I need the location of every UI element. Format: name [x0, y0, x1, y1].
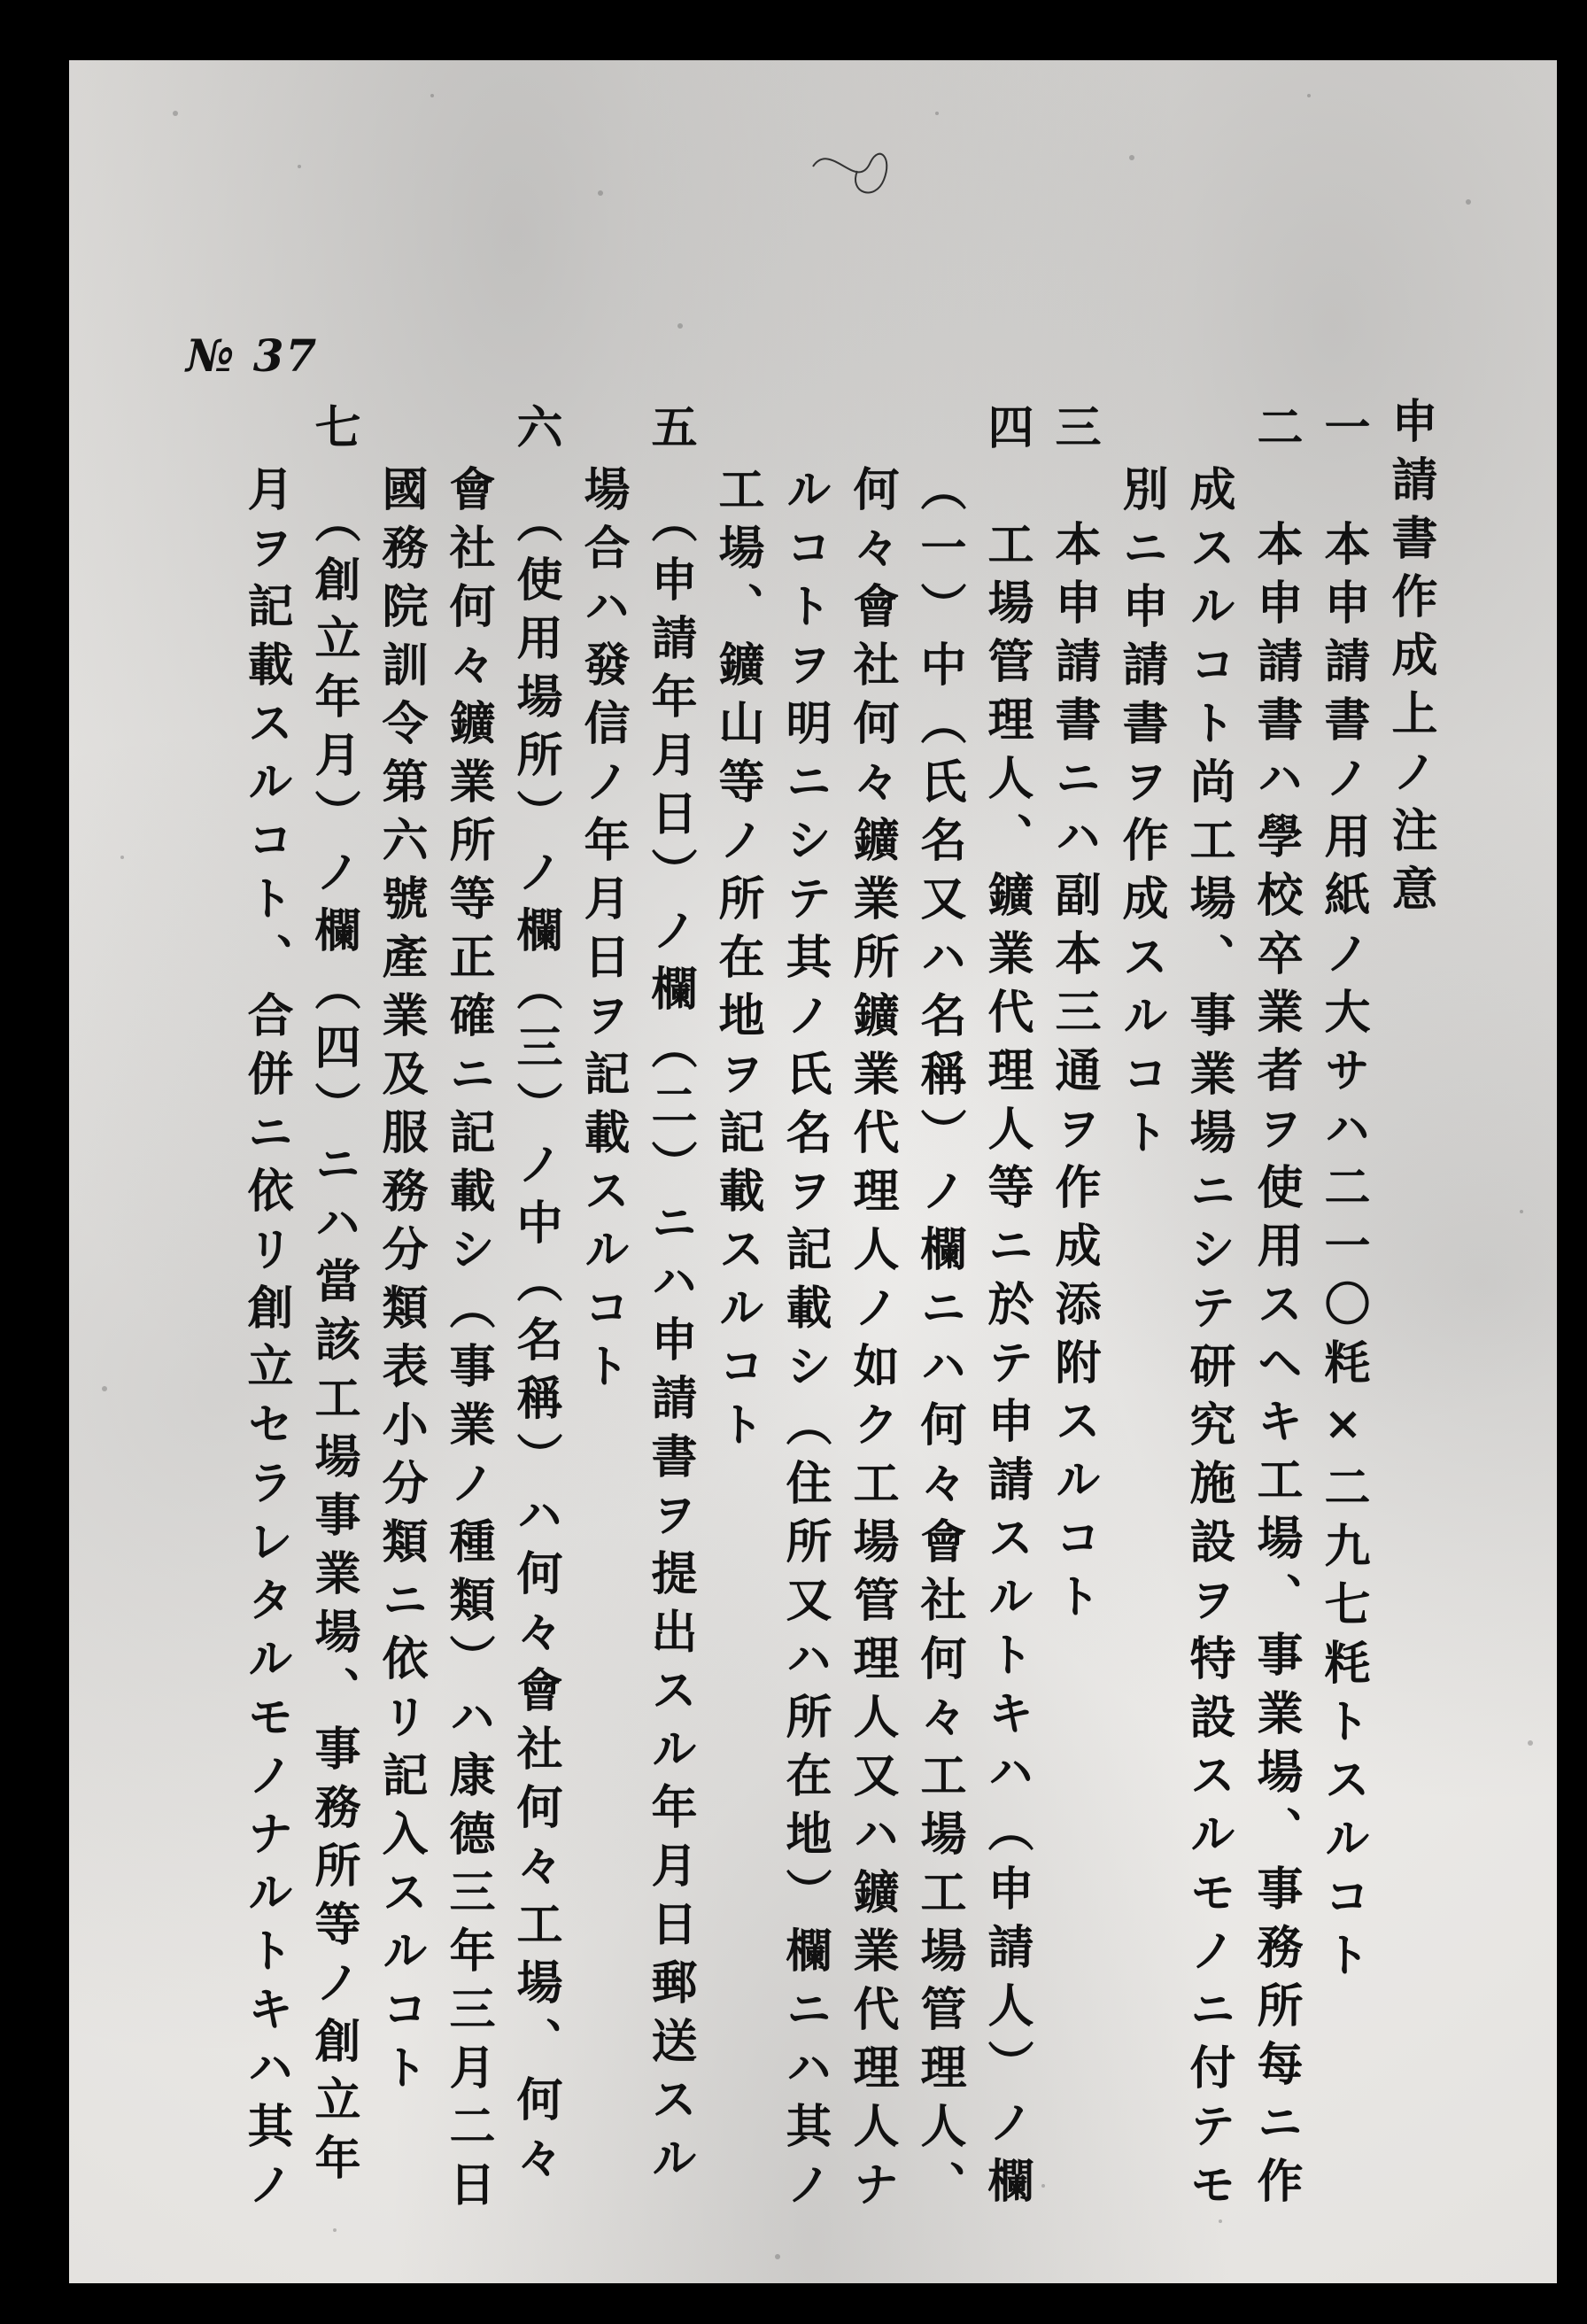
text-column-9: ルコトヲ明ニシテ其ノ氏名ヲ記載シ（住所又ハ所在地）欄ニハ其ノ: [778, 465, 832, 2219]
text-column-17: 月ヲ記載スルコト、合併ニ依リ創立セラレタルモノナルトキハ其ノ: [239, 465, 293, 2219]
text-column-7: （一）中（氏名又ハ名稱）ノ欄ニハ何々會社何々工場工場管理人、: [912, 465, 966, 2219]
page-number: № 37: [186, 329, 319, 382]
handwritten-mark: [804, 131, 902, 211]
text-column-1: 一 本申請書ノ用紙ノ大サハ二一〇粍×二九七粍トスルコト: [1316, 403, 1370, 1989]
text-column-6: 四 工場管理人、鑛業代理人等ニ於テ申請スルトキハ（申請人）ノ欄: [979, 403, 1033, 2215]
text-column-15: 國務院訓令第六號產業及服務分類表小分類ニ依リ記入スルコト: [374, 465, 428, 2102]
text-column-4: 別ニ申請書ヲ作成スルコト: [1114, 465, 1168, 1166]
text-column-5: 三 本申請書ニハ副本三通ヲ作成添附スルコト: [1047, 403, 1101, 1631]
text-column-16: 七 （創立年月）ノ欄（四）ニハ當該工場事業場、事務所等ノ創立年: [306, 403, 360, 2192]
text-column-14: 會社何々鑛業所等正確ニ記載シ（事業ノ種類）ハ康德三年三月二日: [441, 465, 495, 2219]
text-column-3: 成スルコト尚工場、事業場ニシテ研究施設ヲ特設スルモノニ付テモ: [1181, 465, 1235, 2219]
text-column-13: 六 （使用場所）ノ欄（三）ノ中（名稱）ハ何々會社何々工場、何々: [508, 403, 562, 2192]
text-column-11: 五 （申請年月日）ノ欄（二）ニハ申請書ヲ提出スル年月日郵送スル: [643, 403, 697, 2192]
section-title: 申請書作成上ノ注意: [1383, 397, 1437, 923]
text-column-10: 工場、鑛山等ノ所在地ヲ記載スルコト: [710, 465, 764, 1459]
text-column-8: 何々會社何々鑛業所鑛業代理人ノ如ク工場管理人又ハ鑛業代理人ナ: [845, 465, 899, 2219]
text-column-12: 場合ハ發信ノ年月日ヲ記載スルコト: [576, 465, 630, 1400]
text-column-2: 二 本申請書ハ學校卒業者ヲ使用スヘキ工場、事業場、事務所每ニ作: [1249, 403, 1303, 2215]
